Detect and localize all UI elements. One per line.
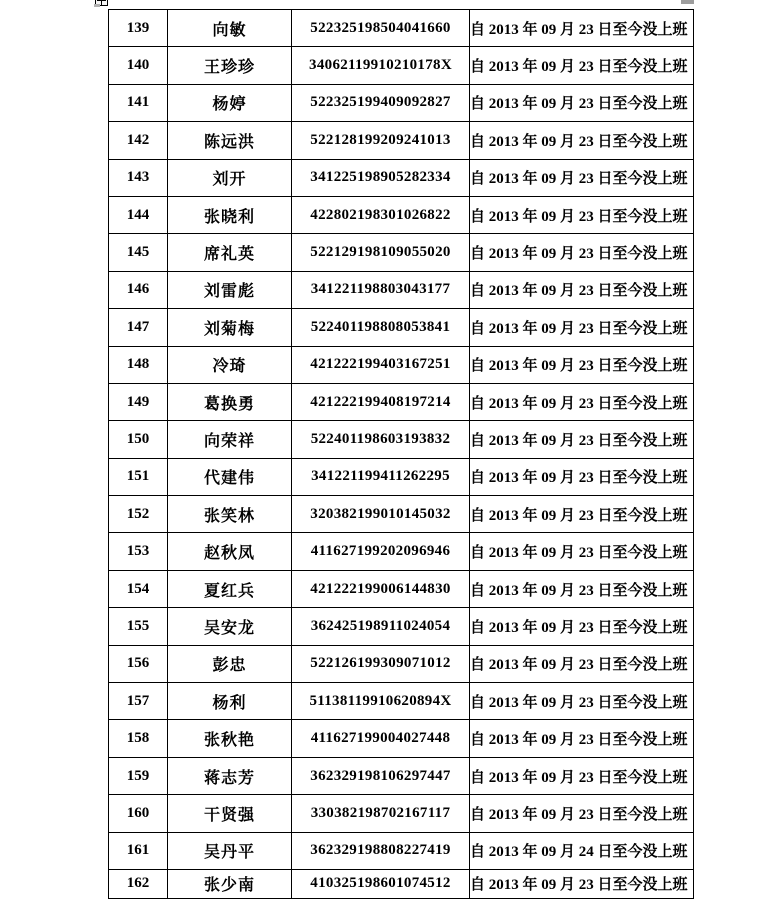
status-cell: 自 2013 年 09 月 23 日至今没上班 <box>470 608 694 645</box>
id-number-cell: 341225198905282334 <box>292 159 470 196</box>
name-cell: 葛换勇 <box>168 383 292 420</box>
status-cell: 自 2013 年 09 月 23 日至今没上班 <box>470 645 694 682</box>
row-number-cell: 148 <box>109 346 168 383</box>
table-row <box>109 346 694 383</box>
id-number-cell: 362329198106297447 <box>292 757 470 794</box>
name-cell: 赵秋凤 <box>168 533 292 570</box>
table-row <box>109 720 694 757</box>
table-row <box>109 309 694 346</box>
status-cell: 自 2013 年 09 月 23 日至今没上班 <box>470 47 694 84</box>
name-cell: 向荣祥 <box>168 421 292 458</box>
name-cell: 张少南 <box>168 869 292 898</box>
row-number-cell: 143 <box>109 159 168 196</box>
row-number-cell: 156 <box>109 645 168 682</box>
move-handle-cross-horizontal <box>97 0 106 1</box>
id-number-cell: 522128199209241013 <box>292 122 470 159</box>
row-number-cell: 140 <box>109 47 168 84</box>
table-row <box>109 795 694 832</box>
table-row <box>109 570 694 607</box>
id-number-cell: 421222199408197214 <box>292 383 470 420</box>
row-number-cell: 157 <box>109 683 168 720</box>
id-number-cell: 330382198702167117 <box>292 795 470 832</box>
row-number-cell: 153 <box>109 533 168 570</box>
name-cell: 冷琦 <box>168 346 292 383</box>
table-row <box>109 84 694 121</box>
row-number-cell: 147 <box>109 309 168 346</box>
table-move-handle-icon[interactable] <box>95 0 108 6</box>
status-cell: 自 2013 年 09 月 23 日至今没上班 <box>470 309 694 346</box>
row-number-cell: 151 <box>109 458 168 495</box>
table-row <box>109 645 694 682</box>
id-number-cell: 522126199309071012 <box>292 645 470 682</box>
id-number-cell: 320382199010145032 <box>292 496 470 533</box>
table-row <box>109 234 694 271</box>
name-cell: 彭忠 <box>168 645 292 682</box>
status-cell: 自 2013 年 09 月 23 日至今没上班 <box>470 10 694 47</box>
table-row <box>109 421 694 458</box>
id-number-cell: 411627199004027448 <box>292 720 470 757</box>
row-number-cell: 159 <box>109 757 168 794</box>
table-row <box>109 496 694 533</box>
table-row <box>109 10 694 47</box>
row-number-cell: 139 <box>109 10 168 47</box>
name-cell: 杨利 <box>168 683 292 720</box>
row-number-cell: 161 <box>109 832 168 869</box>
id-number-cell: 51138119910620894X <box>292 683 470 720</box>
id-number-cell: 362329198808227419 <box>292 832 470 869</box>
id-number-cell: 422802198301026822 <box>292 196 470 233</box>
status-cell: 自 2013 年 09 月 23 日至今没上班 <box>470 421 694 458</box>
status-cell: 自 2013 年 09 月 24 日至今没上班 <box>470 832 694 869</box>
name-cell: 向敏 <box>168 10 292 47</box>
name-cell: 吴丹平 <box>168 832 292 869</box>
status-cell: 自 2013 年 09 月 23 日至今没上班 <box>470 869 694 898</box>
id-number-cell: 522129198109055020 <box>292 234 470 271</box>
status-cell: 自 2013 年 09 月 23 日至今没上班 <box>470 383 694 420</box>
id-number-cell: 341221198803043177 <box>292 271 470 308</box>
row-number-cell: 150 <box>109 421 168 458</box>
row-number-cell: 152 <box>109 496 168 533</box>
row-number-cell: 146 <box>109 271 168 308</box>
status-cell: 自 2013 年 09 月 23 日至今没上班 <box>470 533 694 570</box>
id-number-cell: 421222199006144830 <box>292 570 470 607</box>
status-cell: 自 2013 年 09 月 23 日至今没上班 <box>470 196 694 233</box>
id-number-cell: 522401198808053841 <box>292 309 470 346</box>
status-cell: 自 2013 年 09 月 23 日至今没上班 <box>470 84 694 121</box>
id-number-cell: 522325198504041660 <box>292 10 470 47</box>
table-row <box>109 271 694 308</box>
row-number-cell: 158 <box>109 720 168 757</box>
move-handle-shadow <box>94 4 100 7</box>
table-row <box>109 869 694 898</box>
name-cell: 蒋志芳 <box>168 757 292 794</box>
row-number-cell: 154 <box>109 570 168 607</box>
table-row <box>109 383 694 420</box>
table-row <box>109 757 694 794</box>
table-row <box>109 832 694 869</box>
status-cell: 自 2013 年 09 月 23 日至今没上班 <box>470 458 694 495</box>
id-number-cell: 34062119910210178X <box>292 47 470 84</box>
status-cell: 自 2013 年 09 月 23 日至今没上班 <box>470 496 694 533</box>
name-cell: 刘菊梅 <box>168 309 292 346</box>
id-number-cell: 362425198911024054 <box>292 608 470 645</box>
id-number-cell: 522401198603193832 <box>292 421 470 458</box>
id-number-cell: 410325198601074512 <box>292 869 470 898</box>
name-cell: 张秋艳 <box>168 720 292 757</box>
table-row <box>109 458 694 495</box>
table-row <box>109 159 694 196</box>
id-number-cell: 411627199202096946 <box>292 533 470 570</box>
row-number-cell: 155 <box>109 608 168 645</box>
table-row <box>109 533 694 570</box>
row-number-cell: 144 <box>109 196 168 233</box>
id-number-cell: 341221199411262295 <box>292 458 470 495</box>
table-row <box>109 608 694 645</box>
name-cell: 刘雷彪 <box>168 271 292 308</box>
status-cell: 自 2013 年 09 月 23 日至今没上班 <box>470 570 694 607</box>
id-number-cell: 421222199403167251 <box>292 346 470 383</box>
row-number-cell: 160 <box>109 795 168 832</box>
row-number-cell: 141 <box>109 84 168 121</box>
name-cell: 张晓利 <box>168 196 292 233</box>
table-resize-handle-icon[interactable] <box>681 0 694 4</box>
status-cell: 自 2013 年 09 月 23 日至今没上班 <box>470 234 694 271</box>
name-cell: 杨婷 <box>168 84 292 121</box>
name-cell: 干贤强 <box>168 795 292 832</box>
name-cell: 陈远洪 <box>168 122 292 159</box>
id-number-cell: 522325199409092827 <box>292 84 470 121</box>
name-cell: 刘开 <box>168 159 292 196</box>
row-number-cell: 145 <box>109 234 168 271</box>
table-body <box>109 10 694 899</box>
status-cell: 自 2013 年 09 月 23 日至今没上班 <box>470 346 694 383</box>
status-cell: 自 2013 年 09 月 23 日至今没上班 <box>470 757 694 794</box>
status-cell: 自 2013 年 09 月 23 日至今没上班 <box>470 720 694 757</box>
name-cell: 吴安龙 <box>168 608 292 645</box>
status-cell: 自 2013 年 09 月 23 日至今没上班 <box>470 159 694 196</box>
status-cell: 自 2013 年 09 月 23 日至今没上班 <box>470 271 694 308</box>
name-cell: 张笑林 <box>168 496 292 533</box>
name-cell: 代建伟 <box>168 458 292 495</box>
status-cell: 自 2013 年 09 月 23 日至今没上班 <box>470 122 694 159</box>
row-number-cell: 162 <box>109 869 168 898</box>
table-row <box>109 196 694 233</box>
row-number-cell: 149 <box>109 383 168 420</box>
attendance-table <box>108 9 694 899</box>
row-number-cell: 142 <box>109 122 168 159</box>
table-row <box>109 122 694 159</box>
name-cell: 席礼英 <box>168 234 292 271</box>
name-cell: 夏红兵 <box>168 570 292 607</box>
table-row <box>109 683 694 720</box>
name-cell: 王珍珍 <box>168 47 292 84</box>
status-cell: 自 2013 年 09 月 23 日至今没上班 <box>470 795 694 832</box>
table-row <box>109 47 694 84</box>
status-cell: 自 2013 年 09 月 23 日至今没上班 <box>470 683 694 720</box>
